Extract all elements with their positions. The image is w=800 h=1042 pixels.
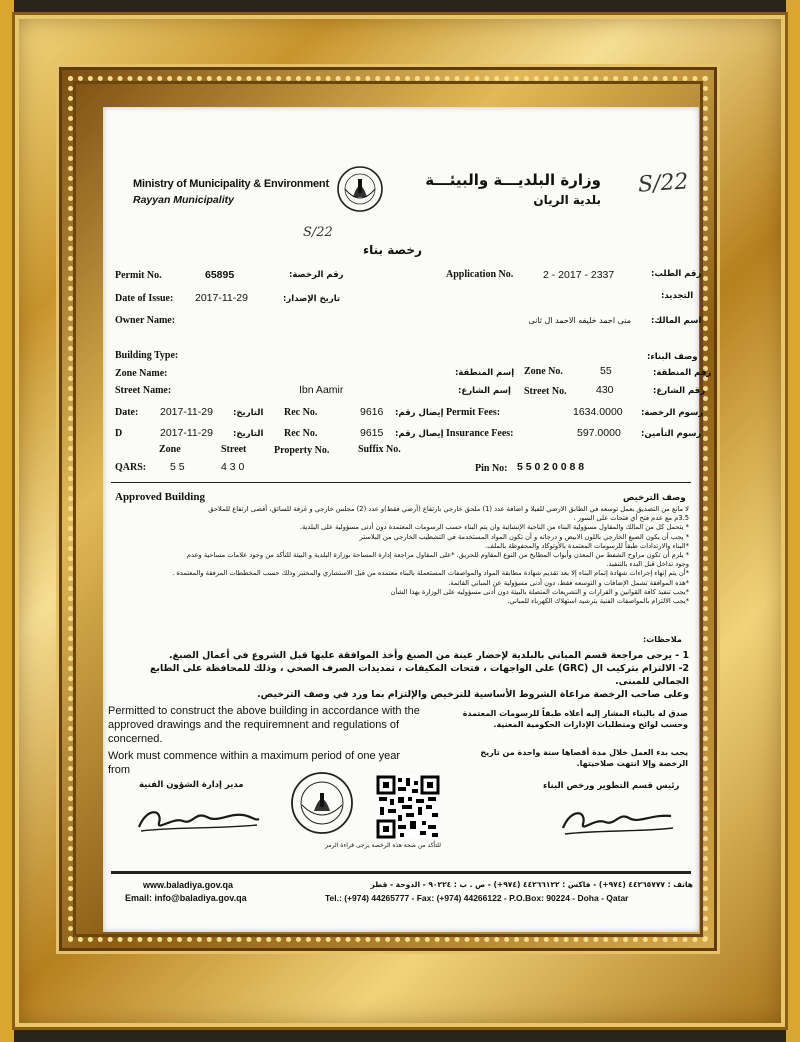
application-no-value: 2 - 2017 - 2337 [543, 269, 615, 281]
receipt-row2-label: D [115, 428, 123, 439]
note-line-2: 2- الالتزام بتركيب ال (GRC) على الواجهات ، فتحات المكيفات ، تمديدات الصرف الصحي ، وذلك للمحافظة على الطابع الجمالي للمبنى. [150, 663, 689, 687]
qr-caption-ar: للتأكد من صحة هذه الرخصة يرجى قراءة الرمز [325, 842, 441, 849]
receipt-date-label: Date: [115, 407, 139, 418]
rec-no-2: 9615 [360, 427, 384, 439]
receipt-date-2: 2017-11-29 [160, 427, 213, 439]
issue-date-label: Date of Issue: [115, 293, 174, 304]
permit-fees-label: Permit Fees: [446, 407, 501, 418]
declaration-ar-line: صدق له بالبناء المشار إليه أعلاه طبقاً للرسومات المعتمدة [462, 709, 688, 718]
handwritten-note-mid: S/22 [303, 225, 333, 240]
rec-no-1: 9616 [360, 406, 384, 418]
receipt-date-label-ar-2: التاريخ: [233, 429, 264, 439]
ministry-name-ar: وزارة البلديـــة والبيئـــة [425, 171, 601, 189]
condition-line: *أن يتم إنهاء إجراءات شهادة إتمام البناء إلا بعد تقديم شهادة مطابقة المواد والمواصفات المستعملة بالبناء معتمده من قبل الاستشاري والمختبر وذلك حسب المخططات المرفقة والمعتمدة . [172, 569, 689, 578]
zone-no-value: 55 [600, 365, 612, 377]
approved-building-title: Approved Building [115, 491, 205, 503]
qars-property-label: Property No. [274, 445, 330, 456]
permit-no-label-ar: رقم الرخصة: [289, 270, 344, 280]
pin-no-value: 5 5 0 2 0 0 8 8 [517, 461, 585, 473]
receipt-date-1: 2017-11-29 [160, 406, 213, 418]
insurance-fees-value: 597.0000 [577, 427, 621, 439]
technical-affairs-director-title: مدير إدارة الشؤون الفنية [139, 780, 244, 790]
owner-name-value: منى احمد خليفه الاحمد ال ثانى [528, 316, 631, 325]
condition-line: لا مانع من التصديق بعمل توسعه في الطابق الارضي للفيلا و اضافة عدد (1) ملحق خارجي بارتفاع (أرضي فقط)و عدد (2) مجلس خارجي و غرفة للسائق، أقصى ارتفاع للملاحق [208, 505, 689, 513]
municipality-name-ar: بلدية الريان [533, 193, 601, 207]
permit-fees-value: 1634.0000 [573, 406, 623, 418]
street-name-label: Street Name: [115, 385, 172, 396]
zone-name-label-ar: إسم المنطقة: [455, 368, 515, 378]
left-signature-icon [133, 797, 263, 839]
commencement-en-line: from [108, 764, 130, 776]
building-type-label-ar: وصف البناء: [647, 352, 698, 362]
condition-line: * يجب أن يكون الصبغ الخارجي باللون الابيض و درجاته و أن تكون المواد المستخدمة في التشطيب الخارجي من البلاستر [359, 532, 689, 541]
note-line-1: 1 - يرجى مراجعة قسم المباني بالبلدية لإحضار عينة من الصبغ وأخذ الموافقة عليها قبل الشروع في أعمال الصبغ. [169, 650, 689, 661]
permit-title-ar: رخصة بناء [363, 243, 422, 257]
insurance-fees-label: Insurance Fees: [446, 428, 514, 439]
handwritten-note-top: S/22 [637, 169, 690, 198]
building-permit-document [103, 107, 712, 932]
application-no-label-ar: رقم الطلب: [651, 269, 702, 279]
approved-conditions-list [113, 505, 689, 606]
note-line-3: وعلى صاحب الرخصة مراعاة الشروط الأساسية للترخيص والإلتزام بما ورد في وصف الترخيص. [257, 689, 689, 700]
qars-street-label: Street [221, 444, 247, 455]
footer-website[interactable]: www.baladiya.gov.qa [143, 880, 234, 890]
license-description-title-ar: وصف الترخيص [623, 493, 686, 503]
right-signature-icon [559, 800, 677, 842]
rec-no-label-ar-2: إيصال رقم: [395, 429, 444, 439]
issue-date-label-ar: تاريخ الإصدار: [283, 294, 341, 304]
rec-no-label-1: Rec No. [284, 407, 318, 418]
footer-contact-en: Tel.: (+974) 44265777 - Fax: (+974) 44266122 - P.O.Box: 90224 - Doha - Qatar [325, 893, 629, 903]
section-divider [111, 482, 691, 483]
declaration-ar [433, 708, 688, 730]
qars-suffix-label: Suffix No. [358, 444, 401, 455]
condition-line: وجود تداخل قبل البدء بالتنفيذ. [606, 560, 689, 569]
street-no-label-ar: رقم الشارع: [653, 386, 706, 396]
zone-no-label-ar: رقم المنطقة: [653, 368, 712, 378]
commencement-en [108, 749, 400, 777]
owner-name-label-ar: اسم المالك: [651, 316, 702, 326]
condition-line: *البناء والارتدادات طبقاً للرسومات المعتمدة بالأوتوكاد والمحفوظة بالملف. [485, 541, 689, 550]
declaration-en-line: Permitted to construct the above building in accordance with the [108, 705, 420, 717]
zone-no-label: Zone No. [524, 366, 563, 377]
building-type-label: Building Type: [115, 350, 179, 361]
pin-no-label: Pin No: [475, 463, 508, 474]
condition-line: 3.5م مع عدم فتح أي فتحات على السور . [573, 514, 689, 523]
ministry-emblem-icon [331, 163, 389, 215]
owner-name-label: Owner Name: [115, 315, 176, 326]
zone-name-label: Zone Name: [115, 368, 168, 379]
condition-line: * يلزم أن تكون مراوح الشفط من المعدن وأبواب المطابخ من النوع المقاوم للحريق. *على المقاول مراجعة إدارة المساحة بوزارة البلدية و البيئة للتأكد من وجود علامات مساحية وعدم [186, 551, 689, 560]
condition-line: *يجب الالتزام بالمواصفات الفنية بترشيد استهلاك الكهرباء للمباني. [507, 597, 689, 606]
rec-no-label-ar-1: إيصال رقم: [395, 408, 444, 418]
condition-line: *هذه الموافقة تشمل الإضافات و التوسعه فقط، دون أدنى مسؤولية عن المباني القائمة. [448, 578, 689, 587]
commencement-ar-line: يجب بدء العمل خلال مدة أقصاها سنة واحدة من تاريخ [480, 748, 688, 757]
commencement-en-line: Work must commence within a maximum period of one year [108, 750, 401, 762]
municipality-name-en: Rayyan Municipality [133, 194, 234, 206]
condition-line: * يتحمل كل من المالك والمقاول مسؤولية البناء من الناحية الإنشائية وان يتم البناء حسب الرسومات المعتمدة دون أدنى مسؤولية على البلدية. [299, 523, 689, 532]
qars-zone-label: Zone [159, 444, 181, 455]
declaration-ar-line: وحسب لوائح ومتطلبات الإدارات الحكومية المعنية. [493, 720, 688, 729]
building-permits-head-title: رئيس قسم التطوير ورخص البناء [543, 781, 680, 791]
footer-divider [111, 871, 691, 874]
commencement-ar [433, 747, 688, 769]
declaration-en-line: approved drawings and the requiremnent and regulations of [108, 719, 400, 731]
official-stamp-icon [290, 771, 354, 835]
qars-zone-value: 5 5 [170, 461, 185, 473]
verification-qr-code-icon[interactable] [376, 775, 440, 839]
condition-line: *يجب تنفيذ كافة القوانين و القرارات و التشريعات المتصلة بالبيئة دون أدنى مسؤوليه على الوزارة بهذا الشأن [390, 587, 689, 596]
footer-email[interactable]: Email: info@baladiya.gov.qa [125, 893, 247, 903]
issue-date-value: 2017-11-29 [195, 292, 248, 304]
renewal-label-ar: التجديد: [661, 291, 694, 301]
rec-no-label-2: Rec No. [284, 428, 318, 439]
permit-no-value: 65895 [205, 269, 235, 281]
footer-contact-ar: هاتف : ٤٤٢٦٥٧٧٧ (٩٧٤+) - فاكس : ٤٤٢٦٦١٢٢ (٩٧٤+) - ص . ب : ٩٠٢٢٤ - الدوحة - قطر [370, 880, 693, 889]
permit-no-label: Permit No. [115, 270, 162, 281]
commencement-ar-line: الرخصة وإلا انتهت صلاحيتها. [576, 759, 688, 768]
street-no-value: 430 [596, 384, 614, 396]
ministry-name-en: Ministry of Municipality & Environment [133, 178, 329, 190]
permit-fees-label-ar: رسوم الرخصة: [641, 408, 704, 418]
notes-list [113, 649, 689, 701]
street-name-value: Ibn Aamir [299, 384, 344, 396]
street-name-label-ar: إسم الشارع: [458, 386, 511, 396]
qars-label: QARS: [115, 462, 147, 473]
receipt-date-label-ar-1: التاريخ: [233, 408, 264, 418]
declaration-en-line: concerned. [108, 733, 163, 745]
declaration-en [108, 704, 420, 746]
street-no-label: Street No. [524, 386, 567, 397]
application-no-label: Application No. [446, 269, 514, 280]
insurance-fees-label-ar: رسوم التأمين: [641, 429, 702, 439]
qars-street-value: 4 3 0 [221, 461, 245, 473]
notes-title-ar: ملاحظات: [643, 635, 682, 644]
